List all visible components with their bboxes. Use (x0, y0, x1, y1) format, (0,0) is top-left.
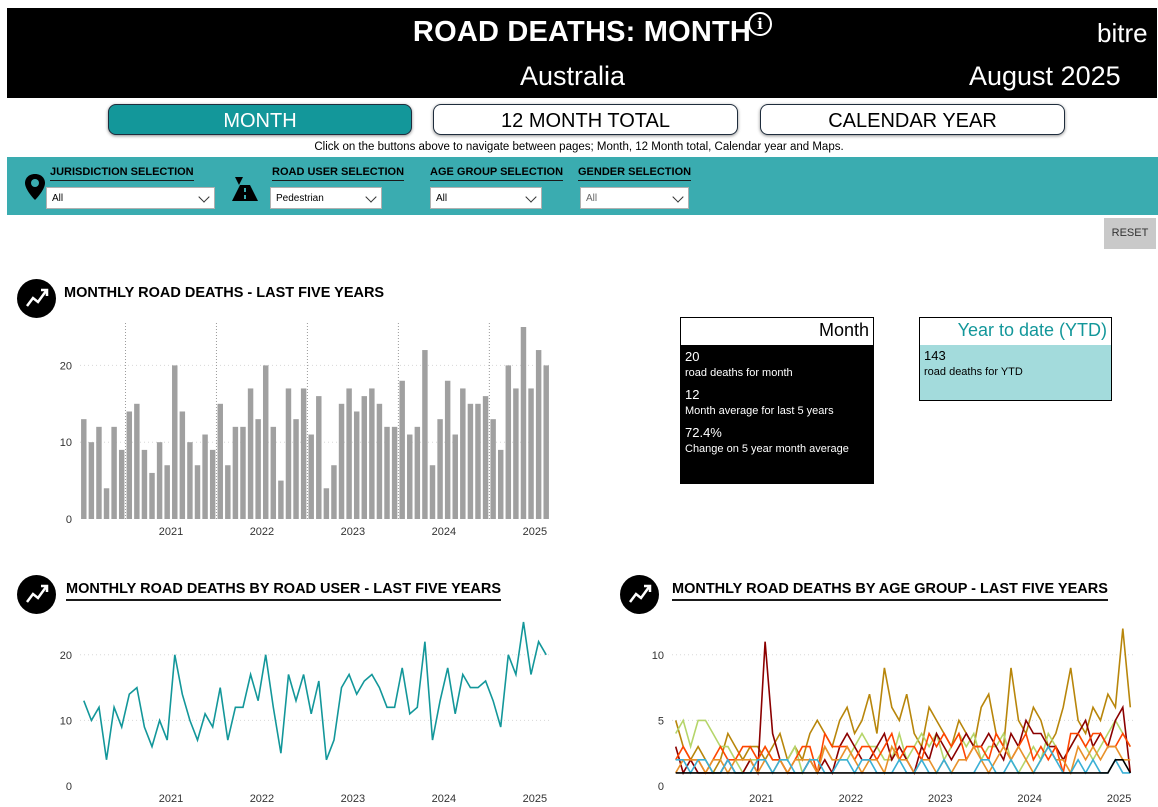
bar (536, 350, 541, 519)
ytd-value: 143 (924, 348, 946, 363)
bar (119, 450, 124, 519)
bar (430, 465, 435, 519)
bar (521, 327, 526, 519)
bar (149, 473, 154, 519)
y-tick-label: 5 (657, 715, 664, 728)
bar (445, 381, 450, 519)
month-deaths-label: road deaths for month (685, 367, 793, 379)
month-button[interactable]: MONTH (108, 104, 412, 135)
trend-chart-icon (17, 279, 56, 318)
bar (460, 388, 465, 519)
road-icon (229, 173, 261, 203)
bar (415, 427, 420, 519)
month-card-header: Month (681, 318, 873, 346)
x-tick-label: 2023 (928, 793, 953, 805)
gender-label: GENDER SELECTION (578, 166, 691, 181)
bar (498, 450, 503, 519)
bar (293, 419, 298, 519)
ytd-card (919, 317, 1112, 401)
bar (331, 465, 336, 519)
bar (104, 488, 109, 519)
bar (286, 388, 291, 519)
jurisdiction-label: JURISDICTION SELECTION (50, 166, 194, 181)
bar (369, 388, 374, 519)
bar (164, 465, 169, 519)
ytd-label: road deaths for YTD (924, 366, 1023, 378)
bar (422, 350, 427, 519)
bar (324, 488, 329, 519)
x-tick-label: 2021 (158, 793, 184, 805)
series-line (676, 629, 1131, 773)
y-tick-label: 0 (65, 514, 72, 526)
brand-logo: bitre (1097, 18, 1148, 48)
bar (453, 435, 458, 519)
bar (187, 442, 192, 519)
bar (202, 435, 207, 519)
trend-chart-icon (17, 575, 56, 614)
bar (157, 442, 162, 519)
bar (384, 427, 389, 519)
month-change-label: Change on 5 year month average (685, 443, 849, 455)
road-user-label: ROAD USER SELECTION (272, 166, 404, 181)
bar (134, 404, 139, 519)
bar (127, 411, 132, 519)
region-label: Australia (520, 61, 626, 91)
road-user-chart-title: MONTHLY ROAD DEATHS BY ROAD USER - LAST FIVE YEARS (66, 581, 501, 601)
bar (195, 465, 200, 519)
x-tick-label: 2024 (431, 526, 457, 538)
road-user-select[interactable] (270, 187, 382, 209)
bar (240, 427, 245, 519)
bar (506, 365, 511, 519)
bar (218, 404, 223, 519)
monthly-bar-chart (40, 315, 560, 545)
bar (263, 365, 268, 519)
road-user-line-chart (40, 610, 560, 807)
bar (96, 427, 101, 519)
y-tick-label: 0 (657, 781, 664, 793)
bar (111, 427, 116, 519)
x-tick-label: 2024 (431, 793, 457, 805)
bar (483, 396, 488, 519)
chevron-down-icon (525, 191, 536, 202)
bar (316, 396, 321, 519)
info-icon[interactable]: i (748, 12, 772, 36)
twelve-month-total-button[interactable]: 12 MONTH TOTAL (433, 104, 738, 135)
road-user-value: Pedestrian (276, 193, 324, 204)
age-group-label: AGE GROUP SELECTION (430, 166, 563, 181)
bar (346, 388, 351, 519)
calendar-year-button[interactable]: CALENDAR YEAR (760, 104, 1065, 135)
bar (255, 419, 260, 519)
x-tick-label: 2022 (249, 793, 275, 805)
bar (308, 435, 313, 519)
bar (354, 411, 359, 519)
reset-button[interactable]: RESET (1104, 218, 1156, 249)
bar (339, 404, 344, 519)
y-tick-label: 10 (59, 437, 72, 450)
bar (233, 427, 238, 519)
bar (172, 365, 177, 519)
bar (301, 388, 306, 519)
bar (89, 442, 94, 519)
bar (475, 404, 480, 519)
age-group-select[interactable] (430, 187, 542, 209)
bar (528, 388, 533, 519)
location-pin-icon (22, 172, 48, 202)
x-tick-label: 2025 (522, 793, 548, 805)
bar (278, 481, 283, 519)
bar (468, 404, 473, 519)
monthly-chart-title: MONTHLY ROAD DEATHS - LAST FIVE YEARS (64, 285, 385, 301)
bar (180, 411, 185, 519)
x-tick-label: 2023 (340, 526, 366, 538)
bar (248, 388, 253, 519)
navigation-hint: Click on the buttons above to navigate between pages; Month, 12 Month total, Calendar year and Maps. (314, 141, 844, 153)
bar (437, 419, 442, 519)
y-tick-label: 0 (65, 781, 72, 793)
bar (210, 450, 215, 519)
jurisdiction-select[interactable] (46, 187, 215, 209)
bar (392, 427, 397, 519)
y-tick-label: 10 (59, 715, 72, 728)
ytd-card-header: Year to date (YTD) (920, 318, 1111, 345)
gender-value: All (586, 193, 598, 204)
x-tick-label: 2022 (249, 526, 275, 538)
x-tick-label: 2021 (749, 793, 774, 805)
x-tick-label: 2021 (158, 526, 184, 538)
header-bar (7, 8, 1157, 98)
age-group-value: All (436, 193, 448, 204)
bar (513, 388, 518, 519)
x-tick-label: 2024 (1017, 793, 1042, 805)
bar (543, 365, 548, 519)
x-tick-label: 2023 (340, 793, 366, 805)
chevron-down-icon (672, 191, 683, 202)
chevron-down-icon (198, 191, 209, 202)
bar (490, 419, 495, 519)
bar (142, 450, 147, 519)
bar (362, 396, 367, 519)
x-tick-label: 2025 (522, 526, 548, 538)
page-title: ROAD DEATHS: MONTH (412, 16, 752, 48)
month-change-value: 72.4% (685, 425, 722, 440)
bar (377, 404, 382, 519)
bar (271, 427, 276, 519)
month-deaths-value: 20 (685, 349, 700, 364)
period-label: August 2025 (969, 61, 1121, 91)
bar (399, 381, 404, 519)
bar (81, 419, 86, 519)
x-tick-label: 2022 (838, 793, 864, 805)
month-average-label: Month average for last 5 years (685, 405, 834, 417)
gender-select[interactable] (580, 187, 689, 209)
age-group-chart-title: MONTHLY ROAD DEATHS BY AGE GROUP - LAST FIVE YEARS (672, 581, 1108, 601)
chevron-down-icon (365, 191, 376, 202)
trend-chart-icon (620, 575, 659, 614)
y-tick-label: 10 (651, 649, 664, 662)
y-tick-label: 20 (59, 649, 72, 662)
bar (225, 465, 230, 519)
series-line (84, 622, 546, 760)
age-group-line-chart (630, 610, 1140, 807)
month-card (680, 317, 874, 484)
jurisdiction-value: All (52, 193, 64, 204)
bar (407, 435, 412, 519)
x-tick-label: 2025 (1106, 793, 1132, 805)
y-tick-label: 20 (59, 360, 72, 373)
month-average-value: 12 (685, 387, 700, 402)
